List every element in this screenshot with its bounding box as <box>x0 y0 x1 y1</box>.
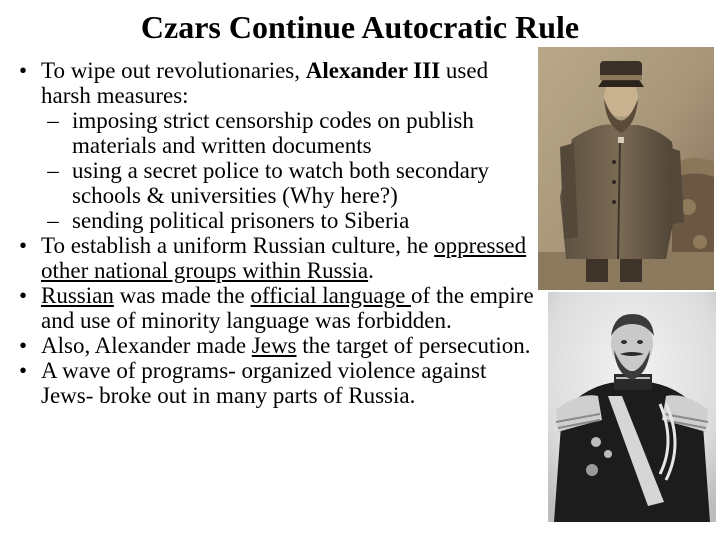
dash-marker: – <box>47 208 59 233</box>
slide-title: Czars Continue Autocratic Rule <box>140 9 580 45</box>
bullet-marker: • <box>18 233 28 258</box>
nicholas-ii-photo <box>548 292 716 522</box>
underlined-phrase: Russian <box>41 283 114 308</box>
bullet-marker: • <box>18 58 28 83</box>
bullet-list <box>14 58 538 408</box>
bullet-item: • Russian was made the official language of the empire and use of minority language was forbidden. <box>14 283 538 333</box>
sub-bullet-item: – imposing strict censorship codes on publish materials and written documents <box>14 108 538 158</box>
bullet-item: • To wipe out revolutionaries, Alexander III used harsh measures: <box>14 58 538 108</box>
underlined-phrase: oppressed other national groups within Russia <box>41 233 527 283</box>
bullet-item: • Also, Alexander made Jews the target of persecution. <box>14 333 538 358</box>
nicholas-ii-portrait-icon <box>548 292 716 522</box>
alexander-iii-bold: Alexander III <box>305 58 441 83</box>
alexander-iii-portrait-icon <box>538 47 714 290</box>
dash-marker: – <box>47 158 59 183</box>
sub-bullet-item: – using a secret police to watch both secondary schools & universities (Why here?) <box>14 158 538 208</box>
underlined-phrase: Jews <box>251 333 297 358</box>
bullet-marker: • <box>18 283 28 308</box>
dash-marker: – <box>47 108 59 133</box>
bullet-item: • To establish a uniform Russian culture, he oppressed other national groups within Russia. <box>14 233 538 283</box>
alexander-iii-photo <box>538 47 714 290</box>
underlined-phrase: official language <box>250 283 412 308</box>
bullet-marker: • <box>18 358 28 383</box>
bullet-marker: • <box>18 333 28 358</box>
sub-bullet-item: – sending political prisoners to Siberia <box>14 208 538 233</box>
bullet-item: • A wave of programs- organized violence against Jews- broke out in many parts of Russia. <box>14 358 538 408</box>
